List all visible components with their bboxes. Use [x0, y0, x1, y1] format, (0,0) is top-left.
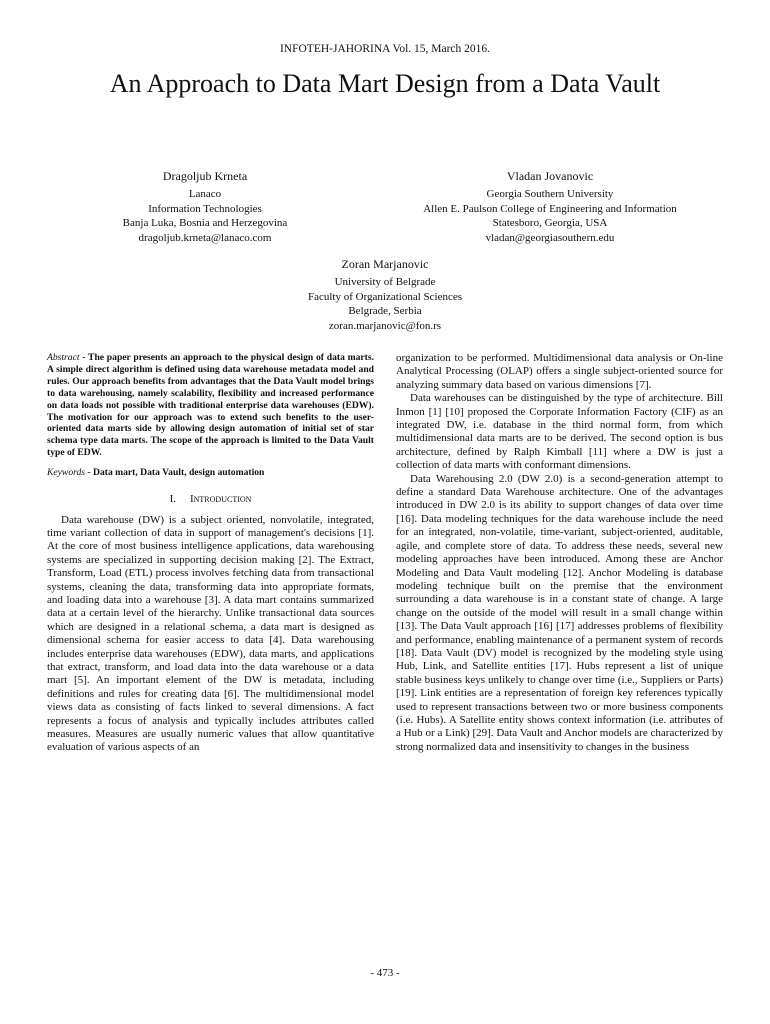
author-affiliation: Georgia Southern University	[486, 188, 614, 200]
keywords-text: - Data mart, Data Vault, design automation	[85, 467, 265, 479]
body-paragraph: Data warehouse (DW) is a subject oriented, nonvolatile, integrated, time variant collection of data in support of management's decisions [1]. At the core of most business intelligence applications, data warehousing systems are specialized in supporting decision making [2]. The Extract, Transform, Load (ETL) process involves fetching data from transactional systems, cleaning the data, transforming data into appropriate formats, and loading data into a warehouse [3]. A data mart contains summarized data at a certain level of the hierarchy. Unlike transactional data sources which are designed in a relational schema, a data mart is designed as dimensional schema for easier access to data [4]. Data warehousing includes enterprise data warehouses (EDW), data marts, and applications that extract, transform, and load data into the data warehouse or a data mart [5]. An important element of the DW is metadata, including definitions and rules for creating data [6]. The multidimensional model views data as consisting of facts linked to several dimensions. A fact represents a focus of analysis and typically includes attributes called measures. Measures are usually numeric values that allow quantitative evaluation of various aspects of an	[47, 513, 374, 754]
page-number: - 473 -	[370, 967, 400, 979]
author-block-1	[90, 168, 320, 245]
abstract	[47, 352, 374, 459]
author-location: Statesboro, Georgia, USA	[492, 217, 608, 230]
author-department: Allen E. Paulson College of Engineering and Information	[423, 202, 677, 215]
body-paragraph: Data Warehousing 2.0 (DW 2.0) is a second-generation attempt to define a standard Data Warehouse architecture. One of the advantages introduced in DW 2.0 is its ability to support changes of data over time [16]. Data modeling techniques for the data warehouse include the need for an integrated, non-volatile, time-variant, subject-oriented, auditable, agile, and complete store of data. To address these needs, several new modeling approaches have been introduced. Among these are Anchor Modeling and Data Vault modeling [12]. Anchor Modeling is database modeling technique built on the premise that the environment surrounding a data warehouse is in a constant state of change. A large change on the outside of the model will result in a small change within [13]. The Data Vault approach [16] [17] addresses problems of flexibility and performance, enabling maintenance of a permanent system of records [18]. Data Vault (DV) model is recognized by the modeling style using Hub, Link, and Satellite entities [17]. Hubs represent a list of unique stable business keys unlikely to change over time (i.e., Suppliers or Parts) [19]. Link entities are a representation of foreign key references typically used to represent transactions between two or more business components (i.e. Hubs). A Satellite entity shows context information (i.e. attributes of a Hub or a Link) [29]. Data Vault and Anchor models are characterized by strong normalized data and insensitivity to changes in the business	[396, 472, 723, 753]
keywords	[47, 467, 374, 479]
keywords-label: Keywords	[47, 467, 86, 479]
paper-title: An Approach to Data Mart Design from a Data Vault	[109, 69, 661, 98]
left-column	[47, 352, 374, 755]
right-column	[396, 352, 723, 754]
author-block-3	[235, 256, 535, 333]
author-email: vladan@georgiasouthern.edu	[485, 231, 615, 244]
author-affiliation: University of Belgrade	[334, 276, 436, 288]
section-title: Introduction	[189, 493, 252, 506]
author-department: Information Technologies	[148, 202, 262, 215]
body-paragraph: organization to be performed. Multidimensional data analysis or On-line Analytical Processing (OLAP) offers a single subject-oriented source for analyzing summary data based on various dimensions [7].	[396, 352, 723, 391]
abstract-text: - The paper presents an approach to the physical design of data marts. A simple direct algorithm is defined using data warehouse metadata model and rules. Our approach benefits from advantages that the Data Vault model brings to data warehousing, namely scalability, flexibility and increased performance on data loads not possible with traditional enterprise data warehouses (EDW). The motivation for our approach was to extend such benefits to the user-oriented data marts side by allowing design automation of initial set of star schema type data marts. The scope of the approach is limited to the Data Vault type of EDW.	[47, 352, 374, 459]
abstract-label: Abstract	[47, 352, 80, 363]
author-email: zoran.marjanovic@fon.rs	[328, 319, 442, 332]
body-paragraph: Data warehouses can be distinguished by the type of architecture. Bill Inmon [1] [10] proposed the Corporate Information Factory (CIF) as an integrated DW, i.e. database in the third normal form, from which multidimensional data marts are to be derived. The second option is bus architecture, defined by Ralph Kimball [11] where a DW is just a collection of data marts with conformant dimensions.	[396, 392, 723, 472]
author-name: Dragoljub Krneta	[162, 169, 248, 183]
author-name: Zoran Marjanovic	[341, 257, 429, 271]
author-name: Vladan Jovanovic	[506, 169, 594, 183]
author-department: Faculty of Organizational Sciences	[307, 290, 463, 303]
section-heading	[47, 493, 374, 506]
author-block-2	[400, 168, 700, 245]
author-location: Belgrade, Serbia	[348, 305, 422, 318]
author-location: Banja Luka, Bosnia and Herzegovina	[122, 217, 288, 230]
author-affiliation: Lanaco	[188, 188, 222, 200]
section-number: I.	[169, 493, 176, 506]
author-email: dragoljub.krneta@lanaco.com	[138, 231, 272, 244]
venue-header: INFOTEH-JAHORINA Vol. 15, March 2016.	[279, 43, 491, 55]
